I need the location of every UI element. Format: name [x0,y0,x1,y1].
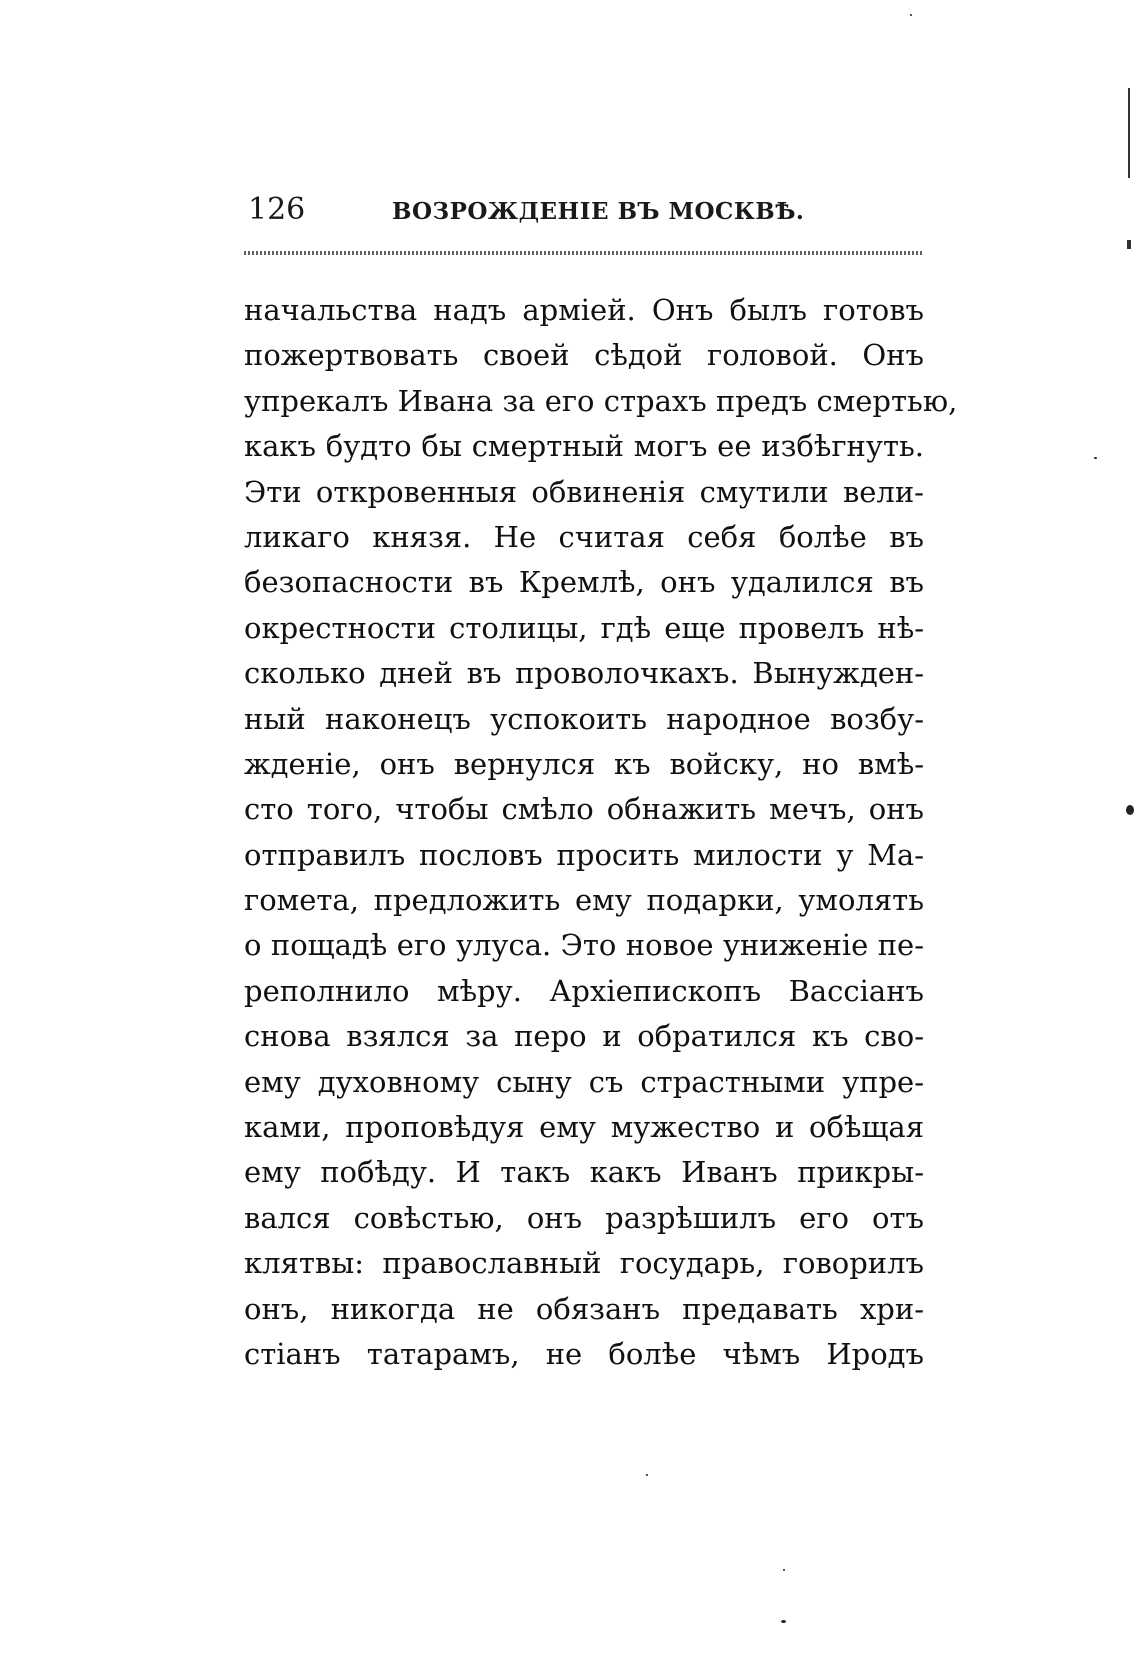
text-line: снова взялся за перо и обратился къ сво- [244,1019,924,1054]
text-line: вался совѣстью, онъ разрѣшилъ его отъ [244,1200,924,1235]
scan-speck [646,1474,648,1476]
scan-speck [910,14,912,16]
text-line: ему побѣду. И такъ какъ Иванъ прикры- [244,1155,924,1190]
scan-speck [1094,457,1097,459]
text-line: ками, проповѣдуя ему мужество и обѣщая [244,1110,924,1145]
body-text [244,288,958,1377]
scan-speck [781,1620,786,1623]
text-line: сколько дней въ проволочкахъ. Вынужден- [244,656,924,691]
text-line: сто того, чтобы смѣло обнажить мечъ, онъ [244,792,924,827]
text-line: ный наконецъ успокоить народное возбу- [244,701,924,736]
text-line: жденіе, онъ вернулся къ войску, но вмѣ- [244,746,924,781]
page-header [244,192,924,232]
text-line: клятвы: православный государь, говорилъ [244,1246,924,1281]
scan-speck [1126,805,1134,815]
text-line: стіанъ татарамъ, не болѣе чѣмъ Иродъ [244,1336,924,1371]
text-line: онъ, никогда не обязанъ предавать хри- [244,1291,924,1326]
text-line: пожертвовать своей сѣдой головой. Онъ [244,338,924,373]
header-rule [244,251,924,255]
text-line: Эти откровенныя обвиненія смутили вели- [244,474,924,509]
text-line: начальства надъ арміей. Онъ былъ готовъ [244,293,924,327]
scan-speck [783,1569,785,1571]
text-line: реполнило мѣру. Архіепископъ Вассіанъ [244,973,924,1008]
text-line: какъ будто бы смертный могъ ее избѣгнуть. [244,429,924,464]
text-line: ликаго князя. Не считая себя болѣе въ [244,519,924,554]
text-line: о пощадѣ его улуса. Это новое униженіе пе- [244,928,924,963]
text-line: ему духовному сыну съ страстными упре- [244,1064,924,1099]
running-title: ВОЗРОЖДЕНІЕ ВЪ МОСКВѢ. [392,198,805,225]
text-line: гомета, предложить ему подарки, умолять [244,883,924,918]
text-line: упрекалъ Ивана за его страхъ предъ смертью, [244,383,958,418]
text-line: безопасности въ Кремлѣ, онъ удалился въ [244,565,924,600]
page-number: 126 [248,192,306,227]
scan-mark [1127,240,1131,249]
text-line: окрестности столицы, гдѣ еще провелъ нѣ- [244,610,924,645]
text-line: отправилъ пословъ просить милости у Ма- [244,837,924,872]
scan-mark [1128,88,1130,178]
